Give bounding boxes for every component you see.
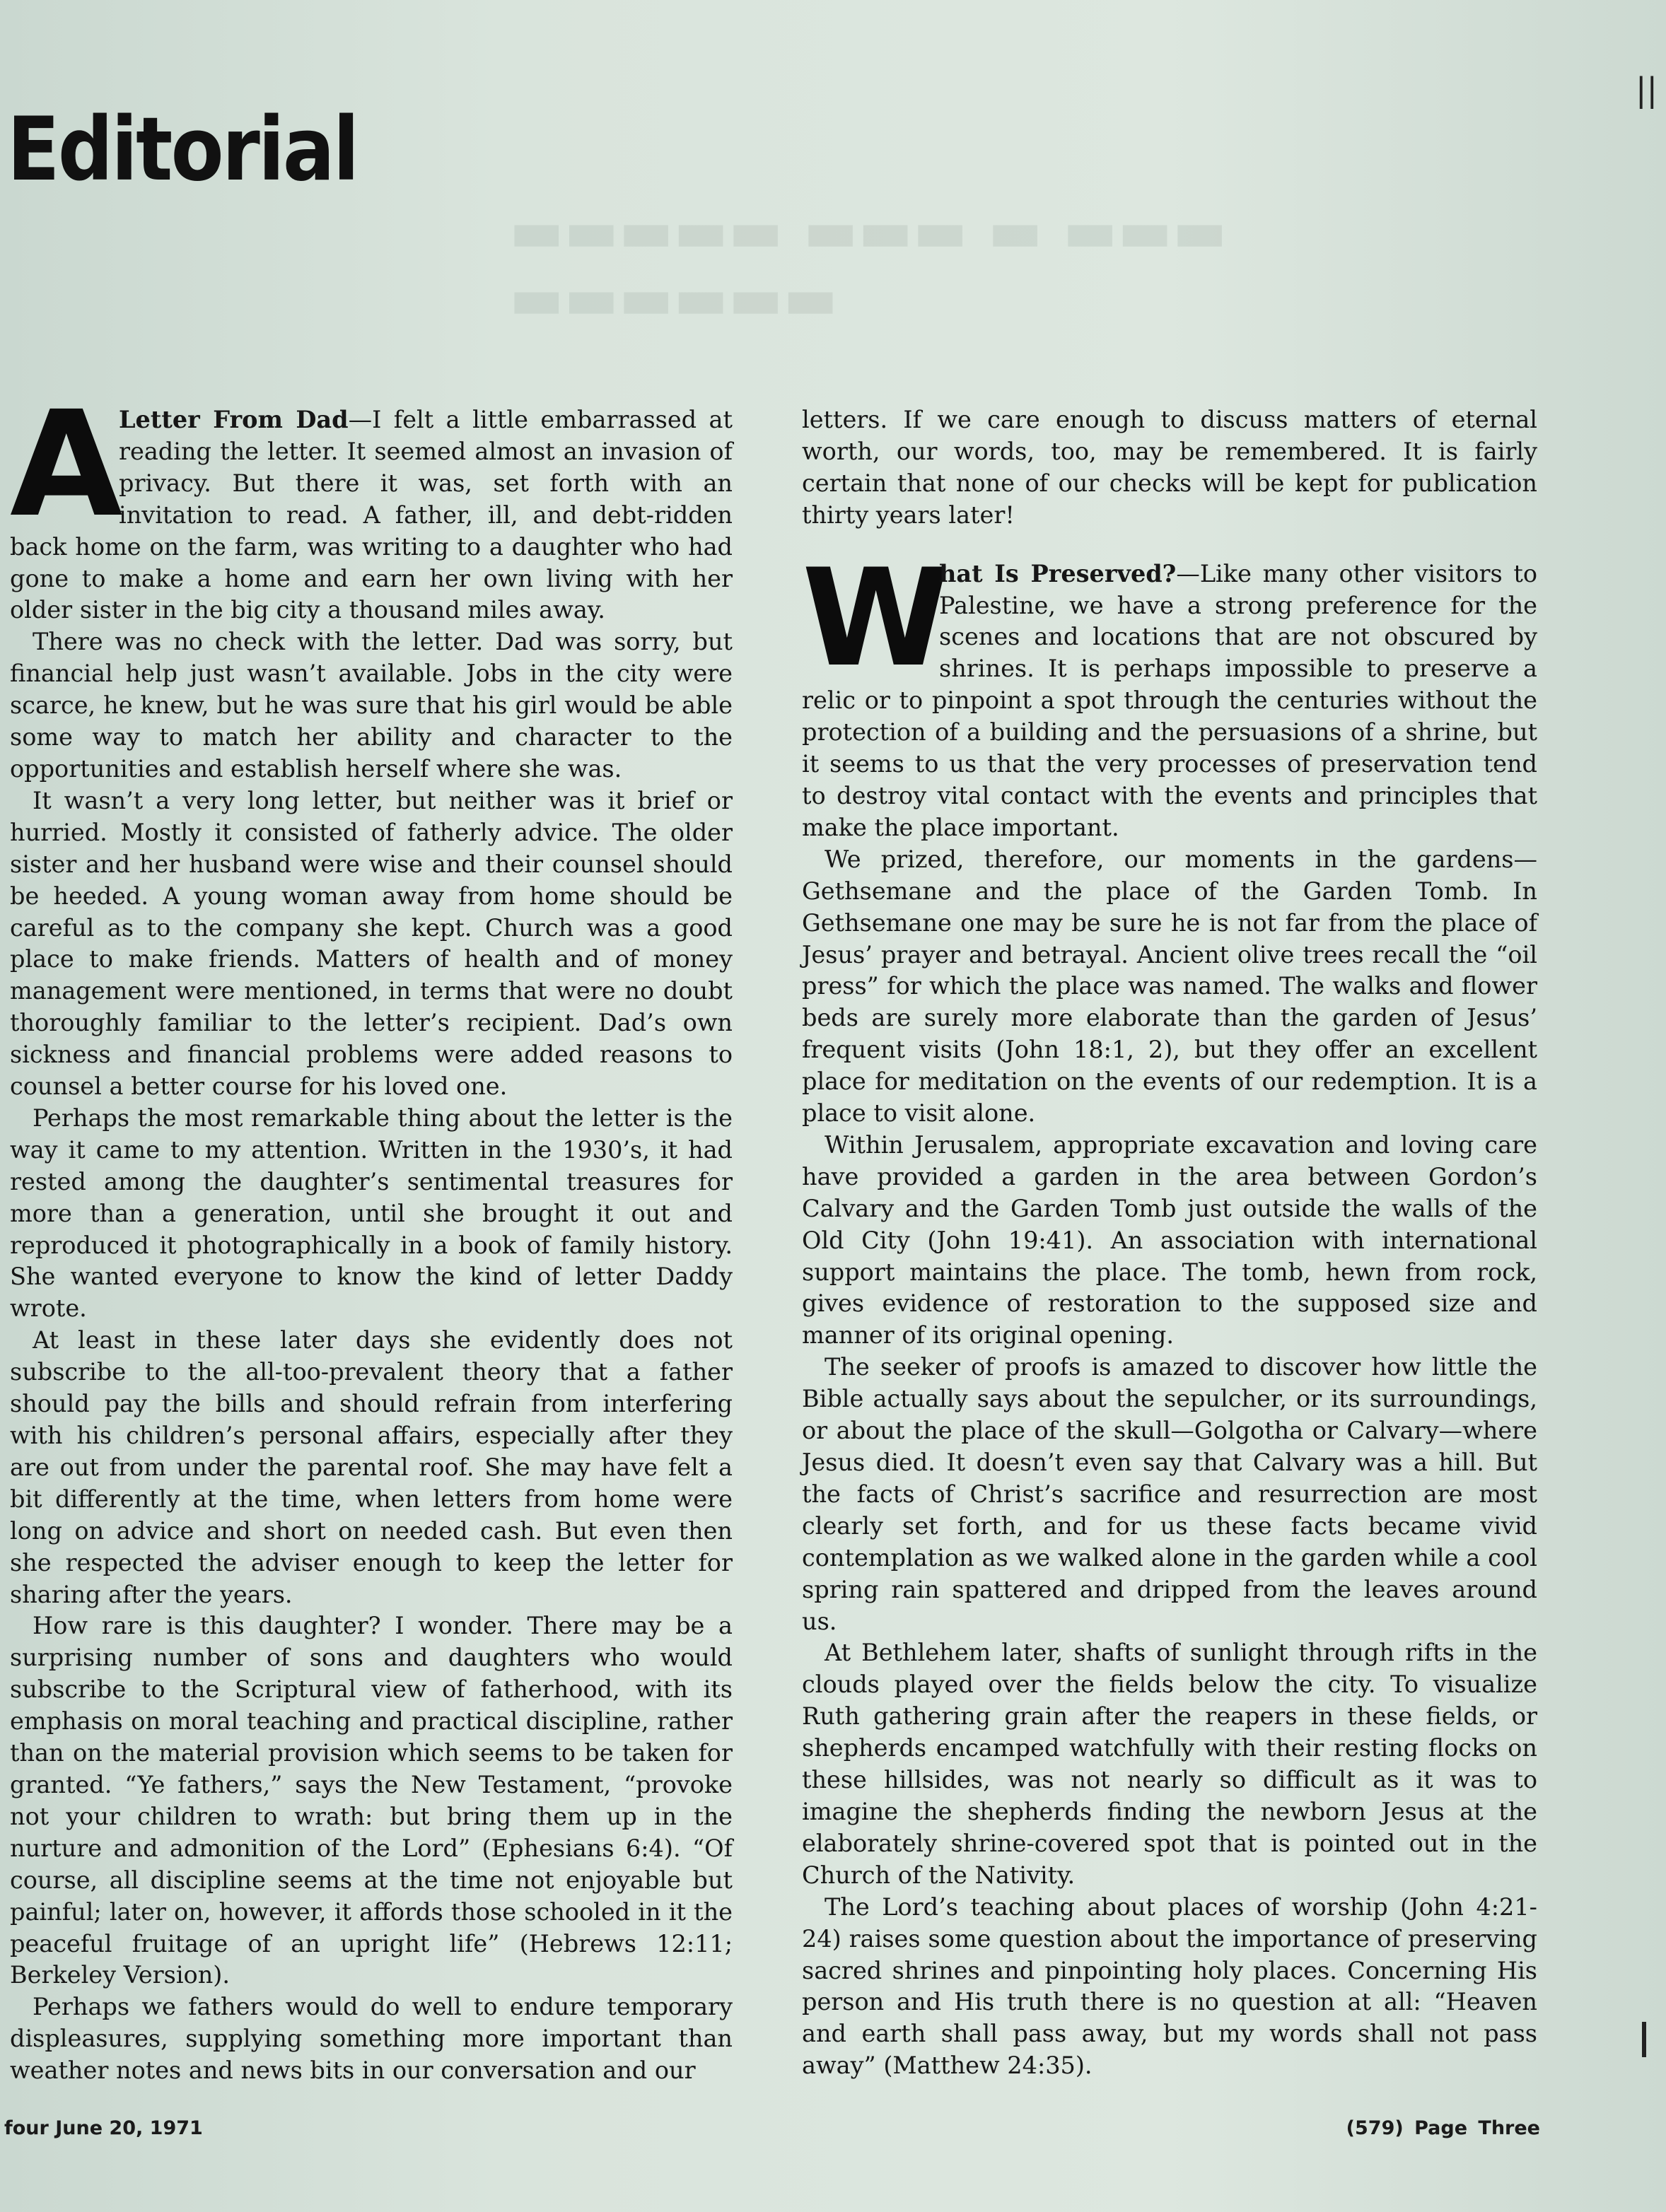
paragraph-what-is-preserved: [802, 539, 1537, 844]
paragraph-text: —Like many other visitors to Palestine, we have a strong preference for the scenes and locations that are not obscured by shrines. It is perhaps impossible to preserve a relic or to pinpoint a spot through the centuries without the protection of a building and the persuasions of a shrine, but it seems to us that the very processes of preservation tend to destroy vital contact with the events and principles that make the place important.: [802, 559, 1537, 841]
paragraph: The Lord’s teaching about places of worship (John 4:21-24) raises some question about the importance of preserving sacred shrines and pinpointing holy places. Concerning His person and His truth there is no question at all: “Heaven and earth shall pass away, but my words shall not pass away” (Matthew 24:35).: [802, 1892, 1537, 2080]
bleed-through-text: ▬▬▬ ▬ ▬▬▬ ▬▬▬▬▬ ▬▬▬▬▬▬: [509, 198, 1228, 332]
footer-page-number: (579) Page Three: [1346, 2117, 1540, 2139]
drop-cap: W: [802, 539, 950, 696]
footer-date: four June 20, 1971: [4, 2117, 203, 2139]
paragraph: At least in these later days she evidently does not subscribe to the all-too-prevalent theory that a father should pay the bills and should refrain from interfering with his children’s personal affairs, especially after they are out from under the parental roof. She may have felt a bit differently at the time, when letters from home were long on advice and short on needed cash. But even then she respected the adviser enough to keep the letter for sharing after the years.: [10, 1326, 733, 1608]
paragraph-continued: letters. If we care enough to discuss matters of eternal worth, our words, too, may be remembered. It is fairly certain that none of our checks will be kept for publication thirty years later!: [802, 406, 1537, 529]
drop-cap: A: [10, 380, 123, 549]
paragraph: There was no check with the letter. Dad was sorry, but financial help just wasn’t available. Jobs in the city were scarce, he knew, but he was sure that his girl would be able some way to match her ability and character to the opportunities and establish herself where she was.: [10, 628, 733, 783]
paragraph: It wasn’t a very long letter, but neither was it brief or hurried. Mostly it consisted of fatherly advice. The older sister and her husband were wise and their counsel should be heeded. A young woman away from home should be careful as to the company she kept. Church was a good place to make friends. Matters of health and of money management were mentioned, in terms that were no doubt thoroughly familiar to the letter’s recipient. Dad’s own sickness and financial problems were added reasons to counsel a better course for his loved one.: [10, 786, 733, 1101]
paragraph: How rare is this daughter? I wonder. There may be a surprising number of sons and daughters who would subscribe to the Scriptural view of fatherhood, with its emphasis on moral teaching and practical discipline, rather than on the material provision which seems to be taken for granted. “Ye fathers,” says the New Testament, “provoke not your children to wrath: but bring them up in the nurture and admonition of the Lord” (Ephesians 6:4). “Of course, all discipline seems at the time not enjoyable but painful; later on, however, it affords those schooled in it the peaceful fruitage of an upright life” (Hebrews 12:11; Berkeley Version).: [10, 1612, 733, 1989]
margin-mark: ||: [1636, 71, 1658, 109]
paragraph: The seeker of proofs is amazed to discover how little the Bible actually says about the sepulcher, or its surroundings, or about the place of the skull—Golgotha or Calvary—where Jesus died. It doesn’t even say that Calvary was a hill. But the facts of Christ’s sacrifice and resurrection are most clearly set forth, and for us these facts became vivid contemplation as we walked alone in the garden while a cool spring rain spattered and dripped from the leaves around us.: [802, 1353, 1537, 1635]
right-column: [802, 404, 1537, 2087]
paragraph: Perhaps we fathers would do well to endure temporary displeasures, supplying something more important than weather notes and news bits in our conversation and our: [10, 1993, 733, 2085]
run-in-heading: Letter From Dad: [119, 406, 349, 433]
paragraph: At Bethlehem later, shafts of sunlight through rifts in the clouds played over the fields below the city. To visualize Ruth gathering grain after the reapers in these fields, or shepherds encamped watchfully with their resting flocks on these hillsides, was not nearly so difficult as it was to imagine the shepherds finding the newborn Jesus at the elaborately shrine-covered spot that is pointed out in the Church of the Nativity.: [802, 1639, 1537, 1889]
paragraph: Perhaps the most remarkable thing about the letter is the way it came to my attention. Written in the 1930’s, it had rested among the daughter’s sentimental treasures for more than a generation, until she brought it out and reproduced it photographically in a book of family history. She wanted everyone to know the kind of letter Daddy wrote.: [10, 1104, 733, 1323]
paragraph-letter-from-dad: [10, 380, 733, 626]
run-in-heading: hat Is Preserved?: [939, 559, 1177, 587]
paragraph: Within Jerusalem, appropriate excavation and loving care have provided a garden in the area between Gordon’s Calvary and the Garden Tomb just outside the walls of the Old City (John 19:41). An association with international support maintains the place. The tomb, hewn from rock, gives evidence of restoration to the supposed size and manner of its original opening.: [802, 1130, 1537, 1350]
paragraph: We prized, therefore, our moments in the gardens—Gethsemane and the place of the Garden Tomb. In Gethsemane one may be sure he is not far from the place of Jesus’ prayer and betrayal. Ancient olive trees recall the “oil press” for which the place was named. The walks and flower beds are surely more elaborate than the garden of Jesus’ frequent visits (John 18:1, 2), but they offer an excellent place for meditation on the events of our redemption. It is a place to visit alone.: [802, 845, 1537, 1128]
paragraph-text: —I felt a little embarrassed at reading the letter. It seemed almost an invasion of privacy. But there it was, set forth with an invitation to read. A father, ill, and debt-ridden back home on the farm, was writing to a daughter who had gone to make a home and earn her own living with her older sister in the big city a thousand miles away.: [10, 406, 733, 624]
editorial-heading: Editorial: [7, 99, 358, 201]
left-column: [10, 380, 733, 2087]
margin-rule: [1642, 2022, 1646, 2057]
